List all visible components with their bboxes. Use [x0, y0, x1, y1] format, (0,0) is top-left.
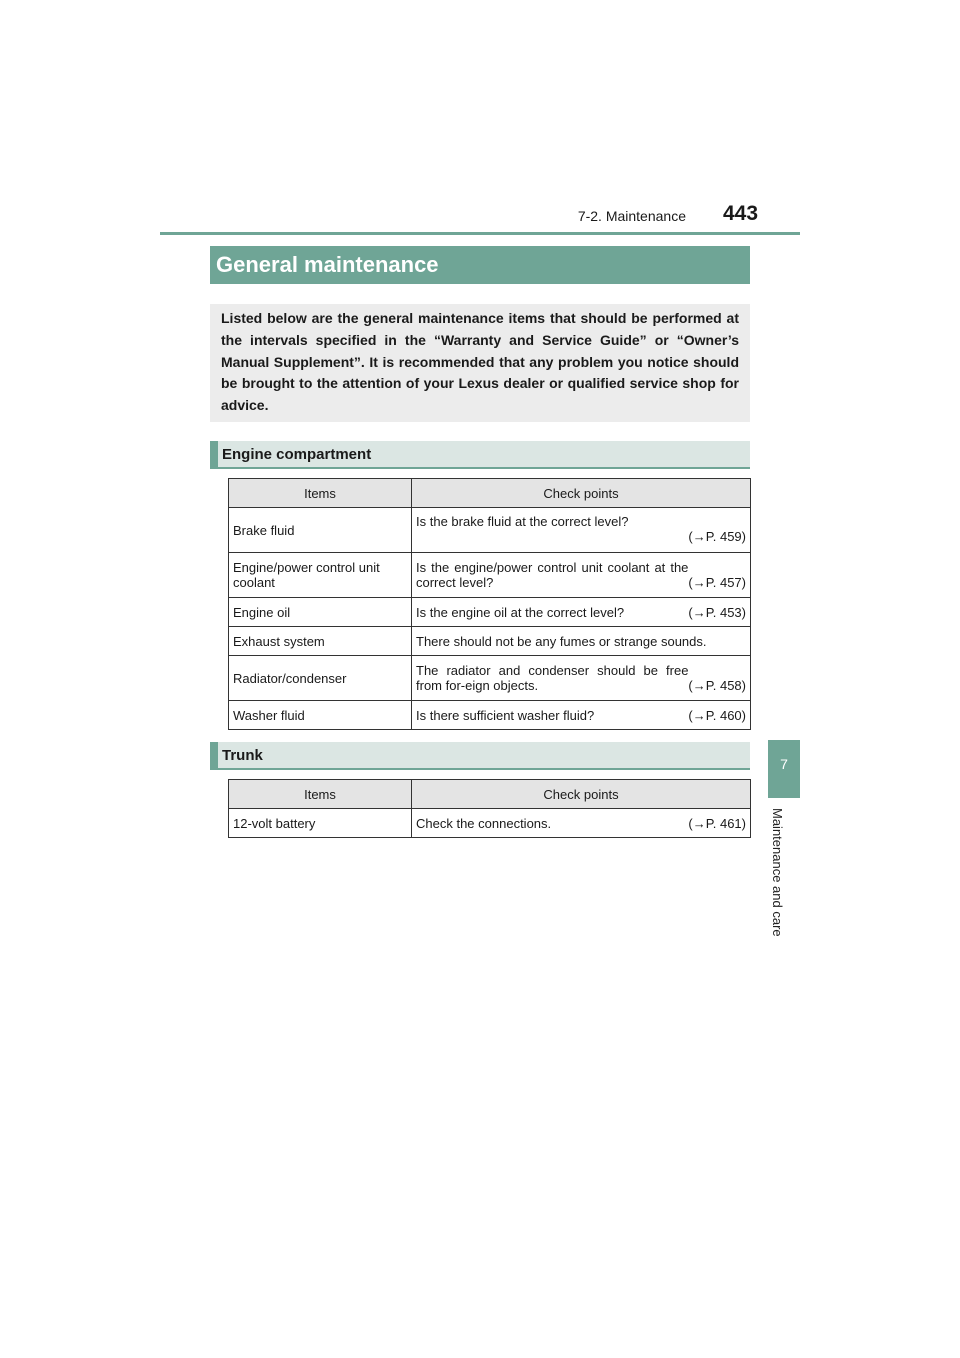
table-header-row: [229, 479, 751, 508]
item-cell: Washer fluid: [229, 701, 412, 730]
column-header-check-points: Check points: [412, 479, 751, 508]
check-text: Is there sufficient washer fluid?: [416, 707, 595, 723]
table-row: [229, 656, 751, 701]
check-cell: [412, 701, 751, 730]
check-text: There should not be any fumes or strange sounds.: [416, 633, 707, 649]
page-number: 443: [723, 202, 759, 225]
check-text: Is the engine oil at the correct level?: [416, 604, 625, 620]
item-cell: Engine oil: [229, 598, 412, 627]
check-cell: [412, 508, 751, 553]
chapter-tab: 7: [768, 740, 800, 798]
item-cell: 12-volt battery: [229, 809, 412, 838]
intro-paragraph: Listed below are the general maintenance items that should be performed at the intervals specified in the “Warranty and Service Guide” or “Owner’s Manual Supplement”. It is recommended that any problem you notice should be brought to the attention of your Lexus dealer or qualified service shop for advice.: [210, 304, 750, 422]
page-reference: (→P. 459): [688, 529, 746, 544]
page-reference: (→P. 453): [688, 604, 746, 620]
check-cell: [412, 598, 751, 627]
page-reference: (→P. 460): [688, 707, 746, 723]
item-cell: Radiator/condenser: [229, 656, 412, 701]
page-title: General maintenance: [210, 246, 750, 284]
trunk-heading: Trunk: [210, 742, 750, 770]
check-cell: [412, 553, 751, 598]
item-cell: Engine/power control unit coolant: [229, 553, 412, 598]
page-reference: (→P. 458): [688, 678, 746, 693]
engine-compartment-heading: Engine compartment: [210, 441, 750, 469]
page-reference: (→P. 457): [688, 575, 746, 590]
check-text: Is the engine/power control unit coolant at the correct level?: [416, 560, 689, 590]
table-row: [229, 627, 751, 656]
engine-compartment-table: [228, 478, 751, 730]
table-row: [229, 809, 751, 838]
page-reference: (→P. 461): [688, 815, 746, 831]
trunk-table: [228, 779, 751, 838]
table-row: [229, 598, 751, 627]
column-header-check-points: Check points: [412, 780, 751, 809]
section-title: 7-2. Maintenance: [577, 208, 686, 224]
check-text: Is the brake fluid at the correct level?: [416, 514, 629, 529]
column-header-items: Items: [229, 780, 412, 809]
check-cell: [412, 627, 751, 656]
chapter-label: Maintenance and care: [770, 808, 785, 937]
check-cell: [412, 809, 751, 838]
header-divider: [160, 232, 800, 235]
check-cell: [412, 656, 751, 701]
table-row: [229, 508, 751, 553]
table-row: [229, 553, 751, 598]
table-row: [229, 701, 751, 730]
item-cell: Brake fluid: [229, 508, 412, 553]
check-text: Check the connections.: [416, 815, 552, 831]
table-header-row: [229, 780, 751, 809]
check-text: The radiator and condenser should be free from for-eign objects.: [416, 663, 689, 693]
column-header-items: Items: [229, 479, 412, 508]
item-cell: Exhaust system: [229, 627, 412, 656]
